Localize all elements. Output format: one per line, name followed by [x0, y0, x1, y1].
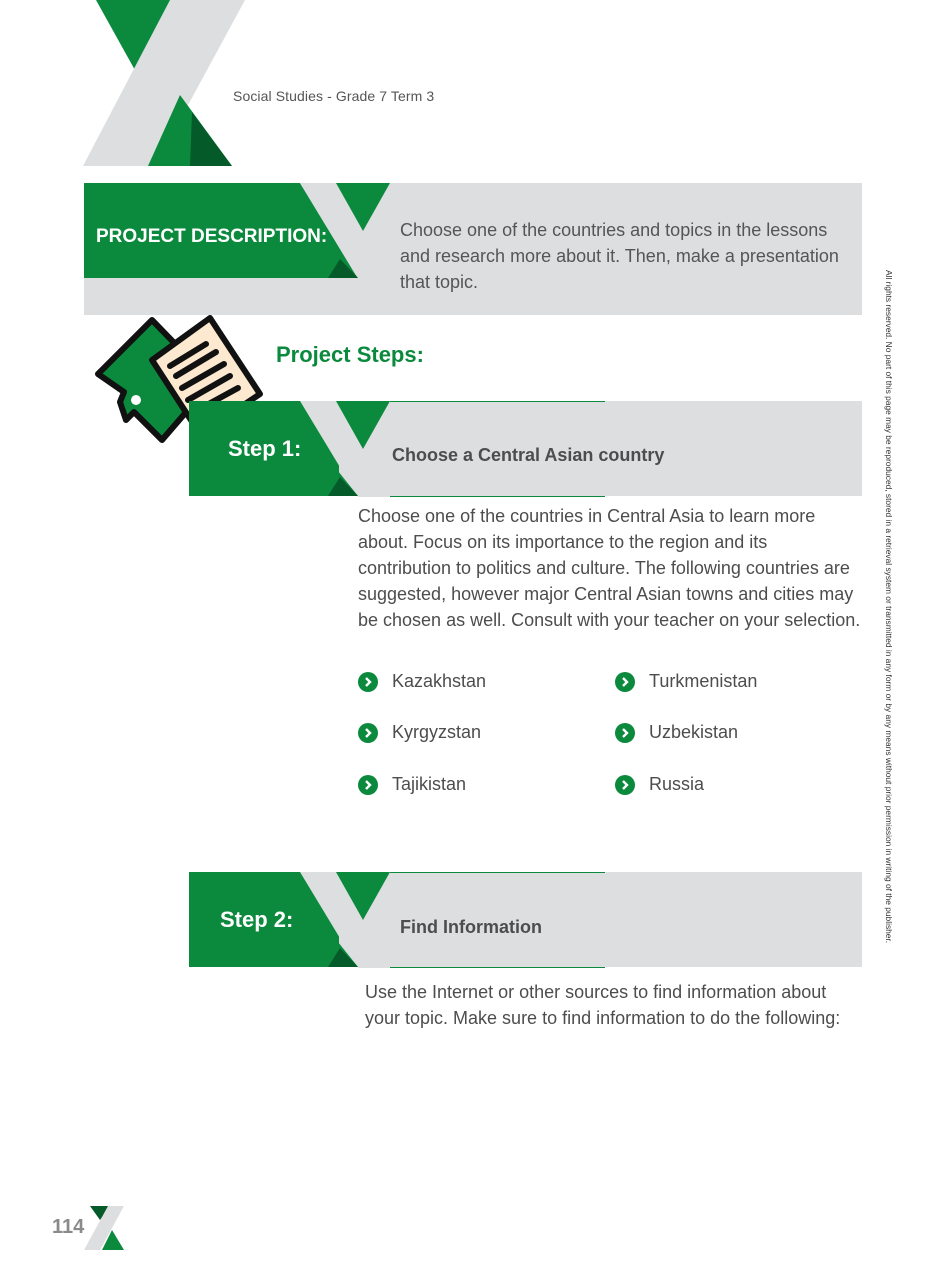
- chevron-right-icon: [358, 723, 378, 743]
- running-title: Social Studies - Grade 7 Term 3: [233, 88, 435, 104]
- step1-body: Choose one of the countries in Central Asia to learn more about. Focus on its importance to the region and its contribution to politics and culture. The following countries are suggested, however major Central Asian towns and cities may be chosen as well. Consult with your teacher on your selection.: [358, 506, 861, 630]
- list-item: Kyrgyzstan: [358, 722, 481, 743]
- step1-title: Choose a Central Asian country: [392, 445, 665, 465]
- list-item: Tajikistan: [358, 774, 466, 795]
- header-x-logo: [80, 0, 250, 168]
- chevron-right-icon: [615, 672, 635, 692]
- chevron-right-icon: [358, 672, 378, 692]
- step2-title: Find Information: [400, 917, 542, 937]
- list-item: Uzbekistan: [615, 722, 738, 743]
- list-item: Kazakhstan: [358, 671, 486, 692]
- chevron-right-icon: [615, 775, 635, 795]
- chevron-right-icon: [358, 775, 378, 795]
- list-item: Turkmenistan: [615, 671, 757, 692]
- project-description-text: Choose one of the countries and topics in the lessons and research more about it. Then, make a presentation that topic.: [400, 220, 839, 292]
- footer-x-logo: [84, 1206, 126, 1252]
- step2-body: Use the Internet or other sources to find information about your topic. Make sure to find information to do the following:: [365, 982, 841, 1028]
- chevron-right-icon: [615, 723, 635, 743]
- step1-label: Step 1:: [228, 436, 302, 461]
- step2-label: Step 2:: [220, 907, 294, 932]
- list-item: Russia: [615, 774, 704, 795]
- project-steps-title: Project Steps:: [276, 342, 424, 367]
- page-number: 114: [52, 1216, 85, 1238]
- copyright-note: All rights reserved. No part of this page may be reproduced, stored in a retrieval system or transmitted in any form or by any means without prior permission in writing of the publisher.: [884, 270, 894, 944]
- project-description-label: PROJECT DESCRIPTION:: [96, 226, 328, 247]
